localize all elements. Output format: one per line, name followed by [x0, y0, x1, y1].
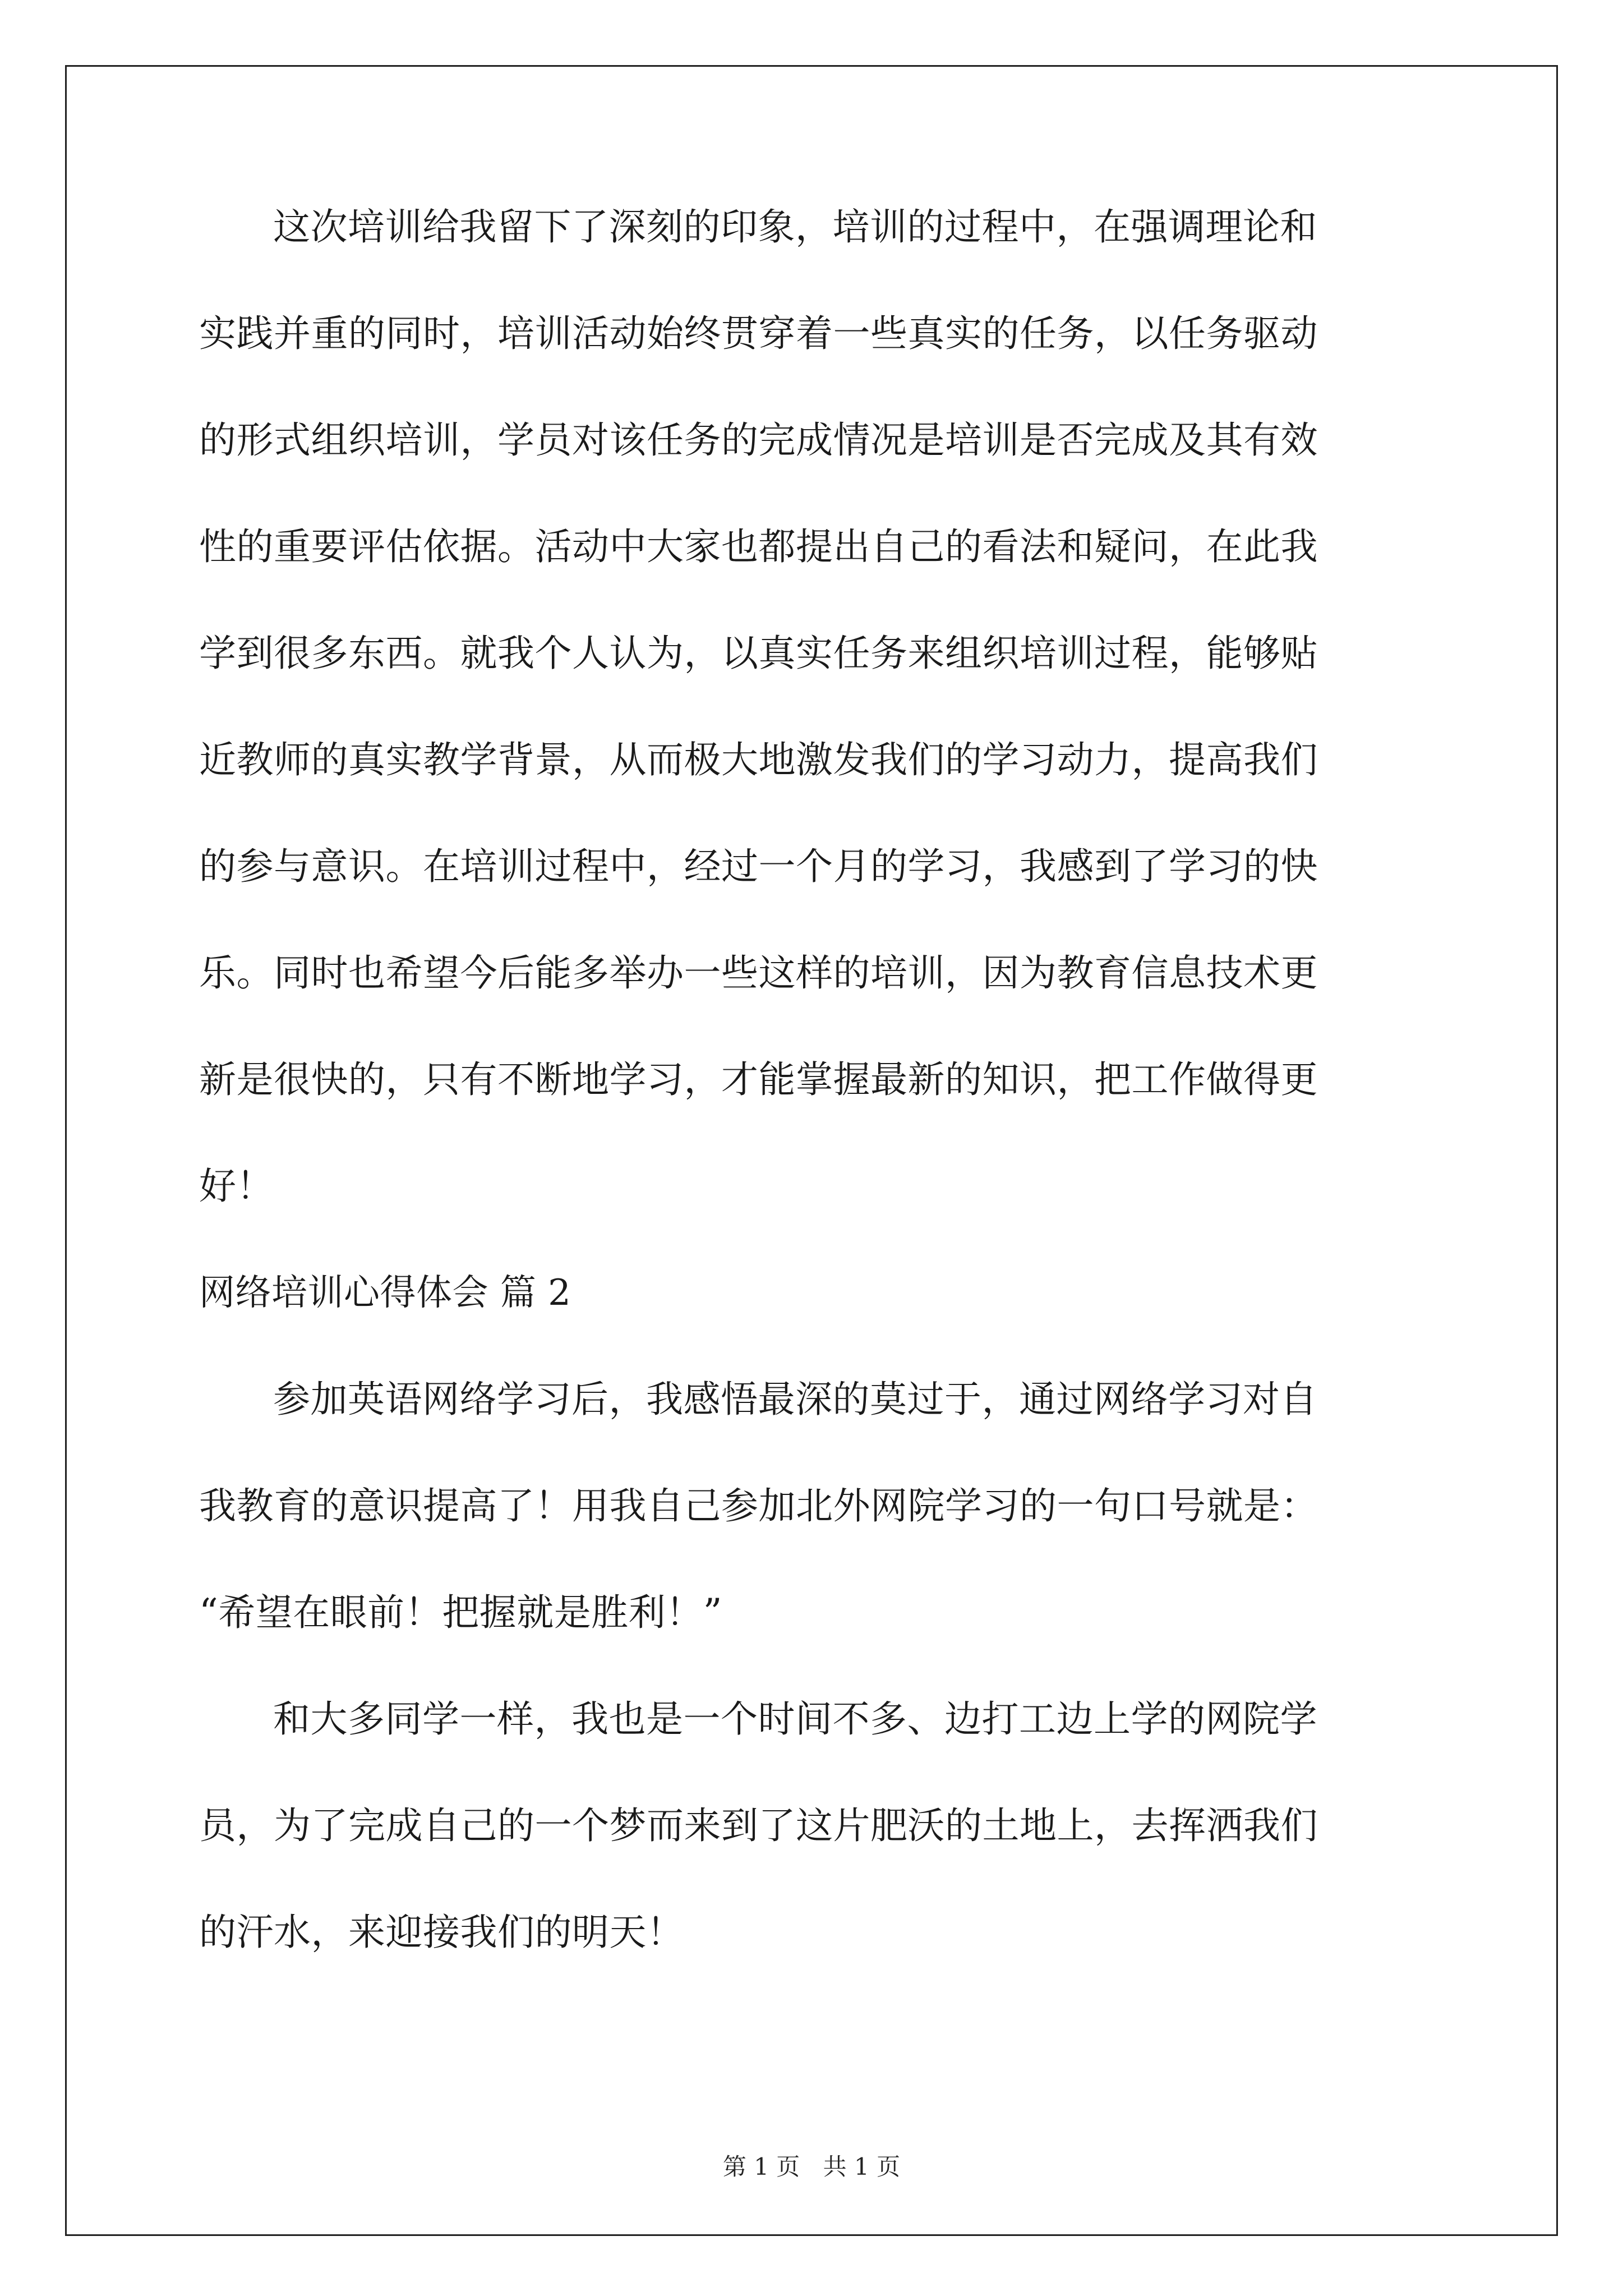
paragraph-1-line-7: 的参与意识。在培训过程中，经过一个月的学习，我感到了学习的快: [199, 845, 1318, 888]
paragraph-1-line-9: 新是很快的，只有不断地学习，才能掌握最新的知识，把工作做得更: [199, 1058, 1318, 1101]
paragraph-1-line-10: 好！: [199, 1165, 274, 1208]
paragraph-1-line-4: 性的重要评估依据。活动中大家也都提出自己的看法和疑问，在此我: [199, 525, 1318, 568]
paragraph-1-line-8: 乐。同时也希望今后能多举办一些这样的培训，因为教育信息技术更: [199, 951, 1318, 995]
paragraph-3-line-2: 员，为了完成自己的一个梦而来到了这片肥沃的土地上，去挥洒我们: [199, 1804, 1318, 1847]
paragraph-1-line-1: 这次培训给我留下了深刻的印象，培训的过程中，在强调理论和: [273, 205, 1317, 249]
paragraph-1-line-5: 学到很多东西。就我个人认为，以真实任务来组织培训过程，能够贴: [199, 632, 1318, 675]
paragraph-2-line-3: “希望在眼前！把握就是胜利！”: [199, 1591, 722, 1634]
paragraph-1-line-2: 实践并重的同时，培训活动始终贯穿着一些真实的任务，以任务驱动: [199, 312, 1318, 355]
paragraph-2-line-1: 参加英语网络学习后，我感悟最深的莫过于，通过网络学习对自: [273, 1378, 1317, 1421]
paragraph-1-line-6: 近教师的真实教学背景，从而极大地激发我们的学习动力，提高我们: [199, 738, 1318, 781]
paragraph-3-line-1: 和大多同学一样，我也是一个时间不多、边打工边上学的网院学: [273, 1697, 1317, 1741]
paragraph-2-line-2: 我教育的意识提高了！用我自己参加北外网院学习的一句口号就是：: [199, 1484, 1318, 1527]
page-number: 第 1 页: [722, 2153, 800, 2180]
paragraph-1-line-3: 的形式组织培训，学员对该任务的完成情况是培训是否完成及其有效: [199, 418, 1318, 462]
paragraph-3-line-3: 的汗水，来迎接我们的明天！: [199, 1911, 684, 1954]
section-heading: 网络培训心得体会 篇 2: [199, 1272, 571, 1314]
page-footer: [0, 2153, 1623, 2181]
page-total: 共 1 页: [823, 2153, 901, 2180]
